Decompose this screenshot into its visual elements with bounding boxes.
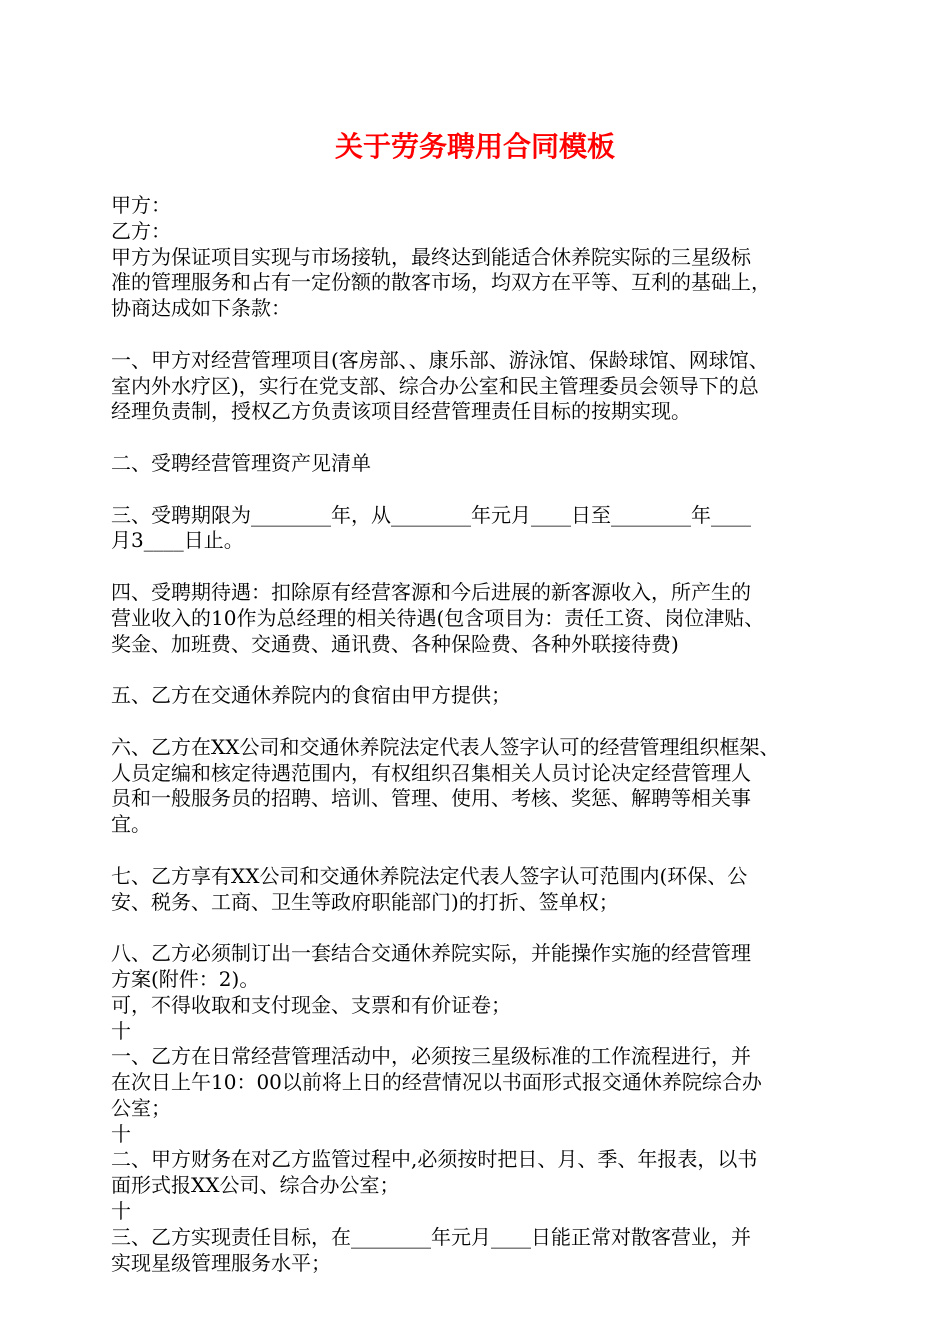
clause-11-line-2: 在次日上午10：00以前将上日的经营情况以书面形式报交通休养院综合办 [111, 1070, 762, 1095]
clause-8-line-1: 八、乙方必须制订出一套结合交通休养院实际，并能操作实施的经营管理 [111, 941, 751, 966]
party-a-line: 甲方： [111, 193, 171, 217]
clause-6-line-4: 宜。 [111, 812, 151, 837]
intro-line-2: 准的管理服务和占有一定份额的散客市场，均双方在平等、互利的基础上， [111, 270, 771, 295]
clause-12-prefix: 十 [111, 1121, 131, 1146]
clause-13-line-1: 三、乙方实现责任目标，在________年元月____日能正常对散客营业，并 [111, 1224, 751, 1249]
clause-1-line-3: 经理负责制，授权乙方负责该项目经营管理责任目标的按期实现。 [111, 399, 691, 424]
clause-11-prefix: 十 [111, 1018, 131, 1043]
clause-6-line-2: 人员定编和核定待遇范围内，有权组织召集相关人员讨论决定经营管理人 [111, 760, 751, 785]
intro-line-3: 协商达成如下条款： [111, 296, 291, 321]
clause-8-line-2: 方案(附件：2)。 [111, 966, 260, 991]
clause-6-line-1: 六、乙方在XX公司和交通休养院法定代表人签字认可的经营管理组织框架、 [111, 734, 780, 759]
party-b-line: 乙方： [111, 218, 171, 243]
clause-7-line-1: 七、乙方享有XX公司和交通休养院法定代表人签字认可范围内(环保、公 [111, 863, 748, 888]
clause-12-line-1: 二、甲方财务在对乙方监管过程中,必须按时把日、月、季、年报表，以书 [111, 1147, 758, 1172]
intro-line-1: 甲方为保证项目实现与市场接轨，最终达到能适合休养院实际的三星级标 [111, 244, 751, 269]
clause-3-line-2: 月3____日止。 [111, 528, 244, 553]
clause-4-line-3: 奖金、加班费、交通费、通讯费、各种保险费、各种外联接待费) [111, 631, 679, 656]
clause-7-line-2: 安、税务、工商、卫生等政府职能部门)的打折、签单权； [111, 889, 619, 914]
document-body [111, 193, 853, 1276]
clause-13-prefix: 十 [111, 1199, 131, 1224]
clause-13-line-2: 实现星级管理服务水平； [111, 1250, 331, 1275]
clause-1-line-2: 室内外水疗区)，实行在党支部、综合办公室和民主管理委员会领导下的总 [111, 373, 759, 398]
clause-2-line-1: 二、受聘经营管理资产见清单 [111, 450, 371, 475]
clause-11-line-1: 一、乙方在日常经营管理活动中，必须按三星级标准的工作流程进行，并 [111, 1044, 751, 1069]
clause-1-line-1: 一、甲方对经营管理项目(客房部、、康乐部、游泳馆、保龄球馆、网球馆、 [111, 347, 769, 372]
document-title: 关于劳务聘用合同模板 [334, 130, 615, 163]
clause-4-line-1: 四、受聘期待遇：扣除原有经营客源和今后进展的新客源收入，所产生的 [111, 579, 751, 604]
clause-5-line-1: 五、乙方在交通休养院内的食宿由甲方提供； [111, 683, 511, 708]
clause-4-line-2: 营业收入的10作为总经理的相关待遇(包含项目为：责任工资、岗位津贴、 [111, 605, 765, 630]
clause-3-line-1: 三、受聘期限为________年，从________年元月____日至________年____ [111, 502, 751, 527]
clause-9-line-1: 可，不得收取和支付现金、支票和有价证卷； [111, 992, 511, 1017]
clause-6-line-3: 员和一般服务员的招聘、培训、管理、使用、考核、奖惩、解聘等相关事 [111, 786, 751, 811]
clause-12-line-2: 面形式报XX公司、综合办公室； [111, 1173, 400, 1198]
clause-11-line-3: 公室； [111, 1095, 171, 1120]
